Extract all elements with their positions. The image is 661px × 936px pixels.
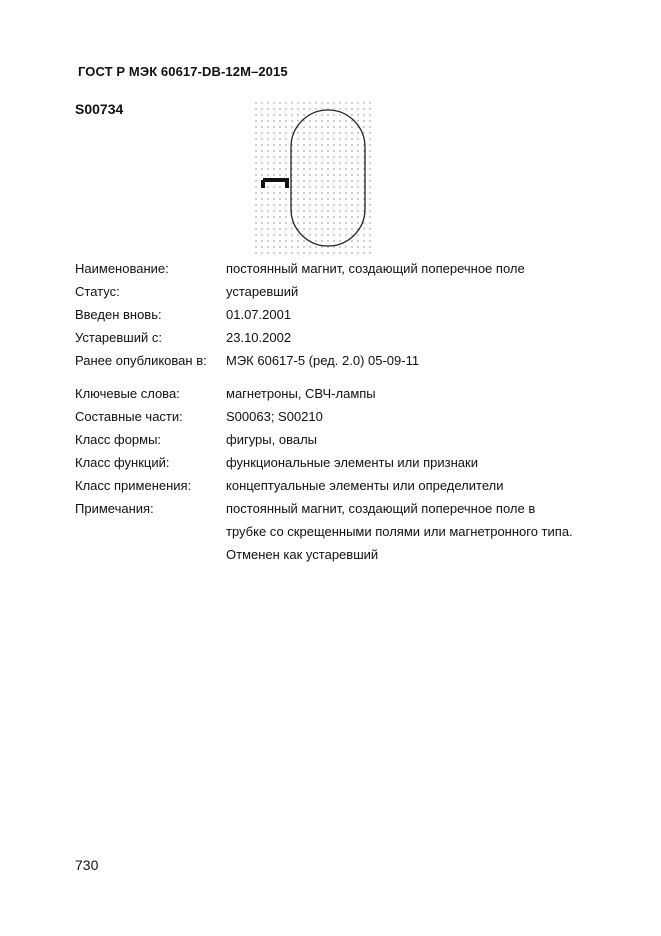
field-label: Примечания:: [75, 501, 154, 516]
field-row-components: [75, 405, 575, 428]
field-label: Класс применения:: [75, 478, 192, 493]
field-row-notes: [75, 497, 575, 566]
field-value: фигуры, овалы: [226, 432, 317, 447]
field-value: S00063; S00210: [226, 409, 323, 424]
field-value: устаревший: [226, 284, 299, 299]
field-value: постоянный магнит, создающий поперечное поле в трубке со скрещенными полями или магнетронного типа. Отменен как устаревший: [226, 501, 573, 562]
field-label: Наименование:: [75, 261, 169, 276]
field-row-previously-published: [75, 349, 575, 372]
field-list: [75, 257, 575, 566]
field-row-name: [75, 257, 575, 280]
field-value: МЭК 60617-5 (ред. 2.0) 05-09-11: [226, 353, 420, 368]
field-value: функциональные элементы или признаки: [226, 455, 478, 470]
page-number: 730: [75, 857, 99, 873]
field-row-application-class: [75, 474, 575, 497]
field-value: магнетроны, СВЧ-лампы: [226, 386, 376, 401]
magnet-oval: [291, 110, 365, 246]
field-value: 23.10.2002: [226, 330, 292, 345]
field-label: Введен вновь:: [75, 307, 162, 322]
symbol-code: S00734: [75, 101, 124, 117]
field-value: концептуальные элементы или определители: [226, 478, 504, 493]
field-row-introduced: [75, 303, 575, 326]
magnet-pole-bracket: [263, 180, 287, 188]
symbol-figure: [253, 100, 375, 256]
field-label: Статус:: [75, 284, 120, 299]
field-label: Класс формы:: [75, 432, 162, 447]
field-value: 01.07.2001: [226, 307, 292, 322]
field-label: Составные части:: [75, 409, 183, 424]
field-row-keywords: [75, 382, 575, 405]
field-label: Ключевые слова:: [75, 386, 180, 401]
field-label: Устаревший с:: [75, 330, 162, 345]
field-row-function-class: [75, 451, 575, 474]
document-header: ГОСТ Р МЭК 60617-DB-12M–2015: [78, 64, 288, 79]
field-row-obsolete-since: [75, 326, 575, 349]
field-label: Ранее опубликован в:: [75, 353, 207, 368]
field-label: Класс функций:: [75, 455, 170, 470]
field-row-status: [75, 280, 575, 303]
field-value: постоянный магнит, создающий поперечное поле: [226, 261, 525, 276]
field-row-shape-class: [75, 428, 575, 451]
